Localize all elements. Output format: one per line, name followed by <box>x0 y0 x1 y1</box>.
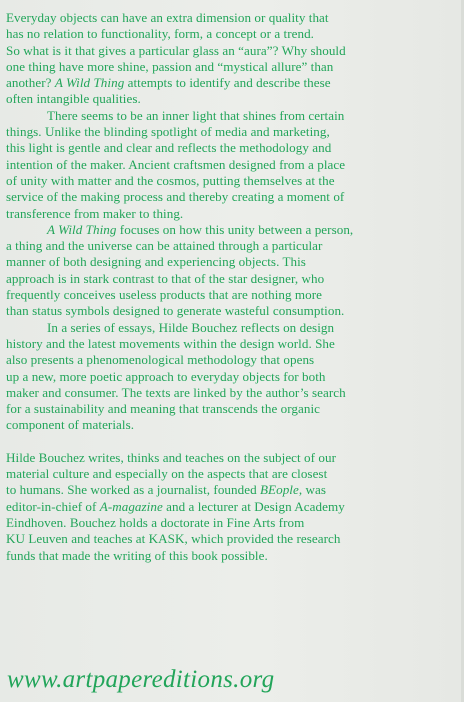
text-run: component of materials. <box>6 417 135 433</box>
text-line <box>6 466 452 482</box>
text-line <box>6 222 452 238</box>
text-run: service of the making process and thereby creating a moment of <box>6 189 345 205</box>
italic-title: BEople <box>260 482 299 498</box>
text-run: Eindhoven. Bouchez holds a doctorate in Fine Arts from <box>6 514 305 530</box>
text-run: history and the latest movements within the design world. She <box>6 335 335 351</box>
text-run: So what is it that gives a particular glass an “aura”? Why should <box>6 42 346 58</box>
text-line <box>6 254 452 270</box>
text-run: one thing have more shine, passion and “mystical allure” than <box>6 58 334 74</box>
paragraph-gap <box>6 434 452 450</box>
text-run: frequently conceives useless products that are nothing more <box>6 287 323 303</box>
text-run: of unity with matter and the cosmos, putting themselves at the <box>6 172 335 188</box>
text-run: another? <box>6 75 55 91</box>
text-line <box>6 450 452 466</box>
text-line <box>6 499 452 515</box>
text-run: has no relation to functionality, form, a concept or a trend. <box>6 26 314 42</box>
text-line <box>6 287 452 303</box>
text-line <box>6 124 452 140</box>
text-run: transference from maker to thing. <box>6 205 184 221</box>
text-run: In a series of essays, Hilde Bouchez reflects on design <box>47 319 335 335</box>
text-line <box>6 59 452 75</box>
text-line <box>6 26 452 42</box>
text-run: Hilde Bouchez writes, thinks and teaches on the subject of our <box>6 449 336 465</box>
text-line <box>6 515 452 531</box>
text-line <box>6 417 452 433</box>
blurb-paragraph <box>6 108 452 222</box>
text-run: There seems to be an inner light that shines from certain <box>47 107 345 123</box>
text-run: also presents a phenomenological methodology that opens <box>6 352 315 368</box>
text-line <box>6 189 452 205</box>
text-line <box>6 140 452 156</box>
text-run: attempts to identify and describe these <box>124 75 331 91</box>
text-line <box>6 482 452 498</box>
text-line <box>6 238 452 254</box>
text-run: approach is in stark contrast to that of the star designer, who <box>6 270 325 286</box>
text-line <box>6 548 452 564</box>
text-line <box>6 43 452 59</box>
text-line <box>6 271 452 287</box>
text-line <box>6 173 452 189</box>
text-line <box>6 352 452 368</box>
website-url[interactable]: www.artpapereditions.org <box>7 666 275 693</box>
text-run: often intangible qualities. <box>6 91 141 107</box>
italic-title: A Wild Thing <box>54 75 125 91</box>
text-run: , was <box>298 482 327 498</box>
italic-title: A Wild Thing <box>47 221 117 237</box>
text-run: a thing and the universe can be attained through a particular <box>6 238 323 254</box>
text-run: KU Leuven and teaches at KASK, which provided the research <box>6 531 341 547</box>
text-line <box>6 336 452 352</box>
blurb-paragraph <box>6 10 452 108</box>
text-run: things. Unlike the blinding spotlight of media and marketing, <box>6 124 330 140</box>
text-line <box>6 303 452 319</box>
text-run: focuses on how this unity between a person, <box>116 221 354 237</box>
text-run: up a new, more poetic approach to everyday objects for both <box>6 368 326 384</box>
text-line <box>6 10 452 26</box>
text-run: Everyday objects can have an extra dimension or quality that <box>6 10 329 25</box>
text-line <box>6 385 452 401</box>
text-line <box>6 320 452 336</box>
text-line <box>6 91 452 107</box>
text-run: editor-in-chief of <box>6 498 100 514</box>
text-run: this light is gentle and clear and reflects the methodology and <box>6 140 332 156</box>
text-run: to humans. She worked as a journalist, founded <box>6 482 260 498</box>
text-run: intention of the maker. Ancient craftsmen designed from a place <box>6 156 346 172</box>
text-run: and a lecturer at Design Academy <box>162 498 345 514</box>
author-bio-paragraph <box>6 450 452 564</box>
italic-title: A-magazine <box>99 498 163 514</box>
text-line <box>6 206 452 222</box>
text-run: material culture and especially on the aspects that are closest <box>6 466 328 482</box>
text-line <box>6 108 452 124</box>
text-line <box>6 401 452 417</box>
text-run: maker and consumer. The texts are linked by the author’s search <box>6 384 346 400</box>
text-line <box>6 75 452 91</box>
text-run: than status symbols designed to generate wasteful consumption. <box>6 303 345 319</box>
text-line <box>6 369 452 385</box>
blurb-paragraph <box>6 320 452 434</box>
text-run: funds that made the writing of this book possible. <box>6 547 268 563</box>
text-line <box>6 531 452 547</box>
blurb-paragraph <box>6 222 452 320</box>
text-run: for a sustainability and meaning that transcends the organic <box>6 401 321 417</box>
text-line <box>6 157 452 173</box>
text-run: manner of both designing and experiencing objects. This <box>6 254 306 270</box>
